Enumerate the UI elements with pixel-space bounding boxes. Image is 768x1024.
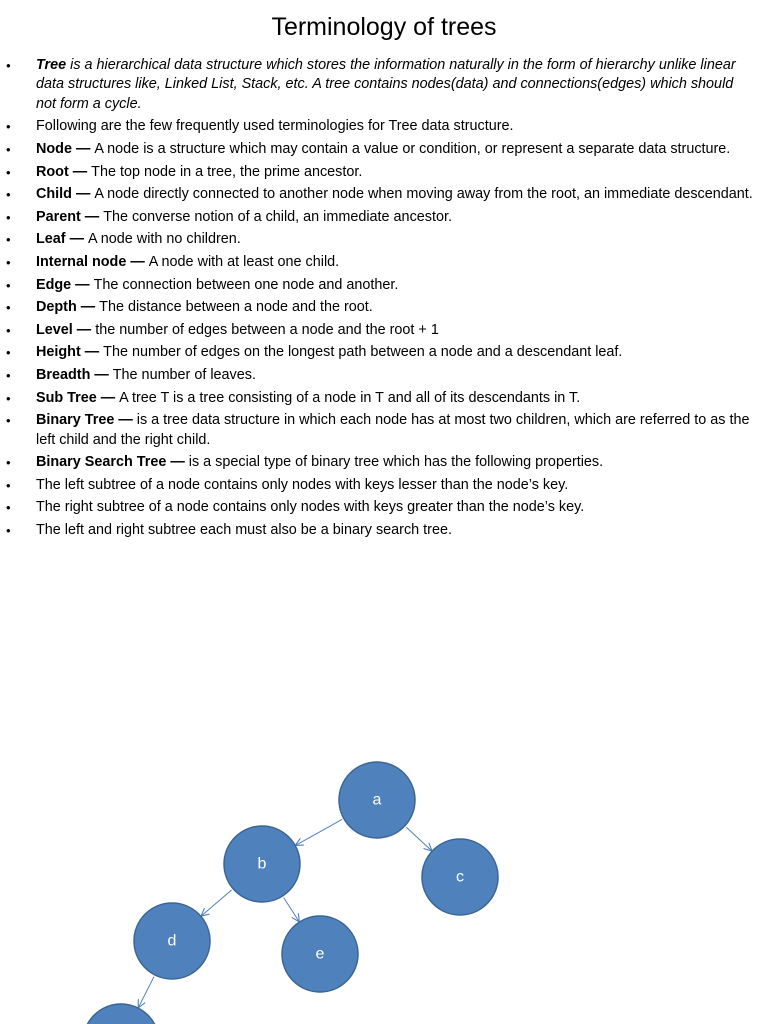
term-separator: — [80,208,104,225]
term-separator: — [76,299,100,316]
term-definition: is a special type of binary tree which has the following properties. [188,454,604,471]
term-separator: — [65,231,88,248]
term-separator: — [71,141,95,157]
tree-edge-a-c [406,827,431,850]
term-label: Level [36,321,73,338]
term-definition: A node is a structure which may contain a value or condition, or represent a separate data structure. [94,141,731,157]
tree-node-circle [83,1004,159,1024]
bullet-icon: • [6,58,11,73]
bullet-icon: • [6,500,11,516]
term-label: Tree [36,57,67,73]
tree-node-label: e [315,945,325,963]
bullet-icon: • [6,455,11,471]
bullet-icon: • [6,277,11,293]
bullet-icon: • [6,232,11,248]
tree-node-a [339,762,415,838]
term-definition: a hierarchical data structure which stores the information naturally in the form of hierarchy unlike linear data structures like, Linked List, Stack, etc. A tree contains nodes(data) and connections(edges) which should not form a cycle. [36,57,736,112]
term-separator: — [80,344,104,361]
bullet-icon: • [6,187,11,203]
term-definition: Following are the few frequently used terminologies for Tree data structure. [36,118,514,135]
bullet-icon: • [6,142,11,157]
bullet-icon: • [6,119,11,135]
page-title: Terminology of trees [271,13,497,41]
term-label: Depth [36,299,77,316]
term-separator: — [71,186,95,203]
tree-node-e [282,916,358,992]
term-separator: — [114,412,137,429]
term-definition: A node with no children. [87,231,241,248]
bullet-icon: • [6,254,11,270]
term-definition: A node directly connected to another node when moving away from the root, an immediate descendant. [94,186,753,203]
term-definition: The converse notion of a child, an immediate ancestor. [103,208,452,225]
term-definition: A node with at least one child. [148,253,340,270]
term-separator: — [90,366,113,383]
bullet-icon: • [6,522,11,538]
term-definition: is a tree data structure in which each node has at most two children, which are referred to as the left child and the right child. [36,412,750,448]
term-label: Height [36,344,81,361]
term-label: Breadth [36,366,91,383]
term-definition: The connection between one node and another. [93,276,399,293]
term-label: Binary Tree [36,412,115,429]
term-label: Sub Tree [36,389,97,406]
term-label: Binary Search Tree [36,454,167,471]
term-separator: — [68,163,92,180]
bullet-icon: • [6,367,11,383]
term-definition: The number of leaves. [112,366,256,383]
term-separator: — [126,253,149,270]
term-definition: A tree T is a tree consisting of a node in T and all of its descendants in T. [119,389,581,406]
bullet-icon: • [6,164,11,180]
bullet-icon: • [6,413,11,429]
tree-node-label: c [456,868,464,886]
tree-node-d [134,903,210,979]
term-separator: — [71,276,94,293]
term-definition: The number of edges on the longest path between a node and a descendant leaf. [103,344,623,361]
bullet-icon: • [6,390,11,406]
tree-edge-b-e [284,898,299,922]
term-definition: the number of edges between a node and the root + 1 [95,321,439,338]
tree-node-label: a [372,791,382,809]
term-label: Edge [36,276,72,293]
term-separator: — [96,389,120,406]
bullet-icon: • [6,477,11,493]
term-definition: The top node in a tree, the prime ancestor. [91,163,363,180]
term-label: Child [36,186,72,203]
term-label: Node [36,141,72,157]
term-label: Internal node [36,253,127,270]
tree-node-c [422,839,498,915]
term-definition: The right subtree of a node contains only nodes with keys greater than the node’s key. [36,499,585,516]
bullet-icon: • [6,345,11,361]
term-definition: The distance between a node and the root. [99,299,373,316]
bullet-icon: • [6,209,11,225]
tree-node-label: d [167,932,177,950]
bullet-icon: • [6,322,11,338]
tree-node-label: b [257,855,267,873]
tree-edge-d-f [139,977,154,1007]
term-definition: The left and right subtree each must also be a binary search tree. [36,521,452,538]
term-definition: The left subtree of a node contains only nodes with keys lesser than the node’s key. [36,476,569,493]
term-label: Leaf [36,231,66,248]
term-separator: — [166,454,189,471]
term-label: Parent [36,208,81,225]
tree-node-b [224,826,300,902]
term-separator: — [72,321,96,338]
tree-edge-b-d [202,890,232,916]
term-label: Root [36,163,69,180]
tree-edge-a-b [296,819,342,845]
term-separator: is [66,57,85,73]
tree-node-f [83,1004,159,1024]
bullet-icon: • [6,300,11,316]
